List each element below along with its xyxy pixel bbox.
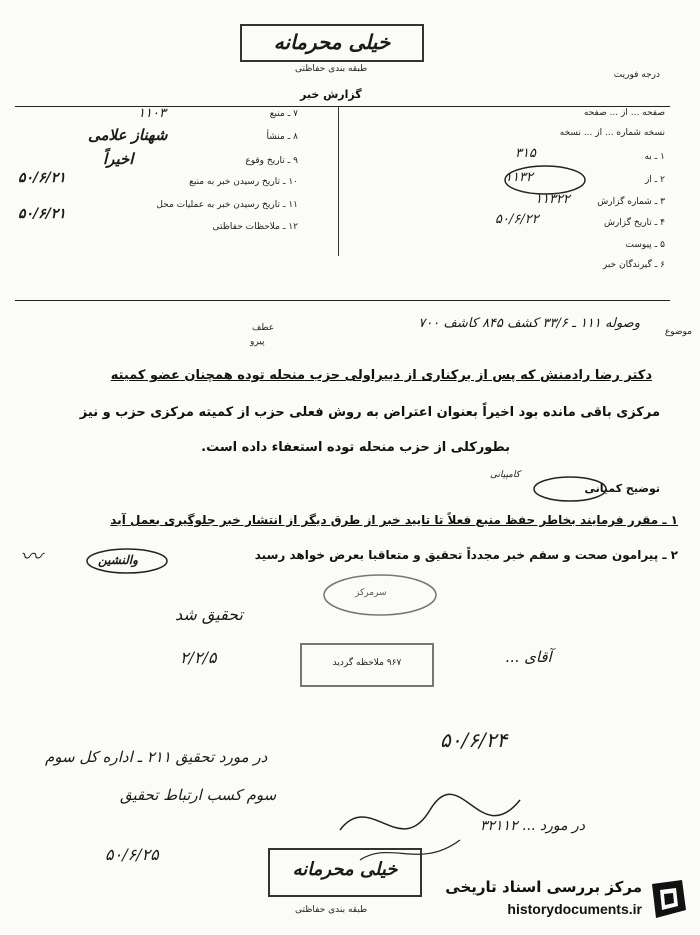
handwritten-date: ۵۰/۶/۲۴ — [440, 728, 508, 752]
left-fields — [18, 104, 318, 254]
classification-stamp — [240, 24, 424, 62]
left-field-value: ۵۰/۶/۲۱ — [18, 170, 66, 186]
right-field-value: ۱۱۳۲ — [505, 170, 533, 185]
bottom-classification-stamp — [268, 848, 422, 897]
received-stamp-text: ۹۶۷ ملاحظه گردید — [332, 658, 402, 668]
received-stamp — [300, 643, 434, 687]
left-field-value: شهناز علامی — [88, 126, 168, 144]
handwritten-note: آقای ... — [505, 648, 552, 666]
right-field-value: ۳۱۵ — [515, 146, 536, 161]
right-field-label: ۱ ـ به — [644, 152, 665, 162]
report-body-line: دکتر رضا رادمنش که پس از برکناری از دبیراولی حزب منحله توده همچنان عضو کمیته — [110, 368, 652, 383]
handwritten-note: ۲/۲/۵ — [180, 648, 217, 667]
handwritten-line: سوم کسب ارتباط تحقیق — [120, 786, 277, 804]
form-title: گزارش خبر — [300, 88, 362, 101]
divider-mid — [15, 300, 670, 301]
report-body-line: بطورکلی از حزب منحله توده استعفاء داده است. — [201, 440, 510, 455]
left-field-label: ۱۲ ـ ملاحظات حفاظتی — [212, 222, 298, 232]
attached-label: عطف — [252, 323, 275, 333]
classification-caption: طبقه بندی حفاظتی — [295, 64, 368, 74]
bottom-stamp-text: خیلی محرمانه — [292, 859, 398, 880]
explanation-label: توضیح کمیانی — [584, 482, 660, 495]
right-field-label: صفحه ... از ... صفحه — [583, 108, 665, 118]
priority-label: درجه فوریت — [613, 70, 660, 80]
right-field-label: ۵ ـ پیوست — [625, 240, 665, 250]
right-field-label: ۲ ـ از — [644, 175, 665, 185]
signature-tag: والنشین — [98, 553, 138, 567]
explanation-note: کامپیانی — [490, 470, 521, 480]
watermark-url: historydocuments.ir — [507, 901, 642, 917]
point-line: ۲ ـ پیرامون صحت و سقم خبر مجدداً تحقیق و متعاقبا بعرض خواهد رسید — [254, 548, 678, 562]
handwritten-line: در مورد تحقیق ۲۱۱ ـ اداره کل سوم — [45, 748, 268, 766]
left-field-label: ۸ ـ منشأ — [266, 132, 298, 142]
handwritten-note: تحقیق شد — [175, 605, 243, 624]
left-field-value: ۵۰/۶/۲۱ — [18, 206, 66, 222]
followup-label: پیرو — [250, 337, 265, 347]
watermark-logo-icon — [646, 876, 690, 922]
bottom-caption: طبقه بندی حفاظتی — [295, 905, 368, 915]
right-field-label: ۴ ـ تاریخ گزارش — [603, 218, 665, 228]
right-field-label: ۶ ـ گیرندگان خبر — [602, 260, 665, 270]
right-field-value: ۵۰/۶/۲۲ — [495, 212, 539, 227]
report-body-line: مرکزی باقی مانده بود اخیراً بعنوان اعتراض به روش فعلی حزب از کمیته مرکزی حزب و نیز — [79, 405, 660, 420]
left-field-label: ۷ ـ منبع — [269, 109, 298, 119]
signature-scribble: 〰 — [20, 545, 43, 570]
column-divider — [338, 106, 339, 256]
subject-reference: وصوله ۱۱۱ ـ ۳۳/۶ کشف ۸۴۵ کاشف ۷۰۰ — [418, 316, 640, 331]
left-field-value: اخیراً — [103, 150, 134, 168]
right-field-label: نسخه شماره ... از ... نسخه — [559, 128, 665, 138]
left-field-label: ۱۰ ـ تاریخ رسیدن خبر به منبع — [189, 177, 298, 187]
left-field-label: ۱۱ ـ تاریخ رسیدن خبر به عملیات محل — [156, 200, 298, 210]
explanation-ellipse — [530, 474, 610, 504]
point-line: ۱ ـ مقرر فرمایند بخاطر حفظ منبع فعلاً تا تایید خبر از طرق دیگر از انتشار خبر جلوگیری بعمل آید — [110, 513, 678, 527]
handwritten-date: ۵۰/۶/۲۵ — [105, 845, 159, 864]
subject-label: موضوع — [664, 327, 692, 337]
handwritten-circle — [500, 160, 590, 200]
left-field-value: ۱۱۰۳ — [138, 106, 166, 121]
right-field-value: ۱۱۳۲۲ — [535, 192, 570, 207]
watermark — [400, 872, 690, 927]
classification-stamp-text: خیلی محرمانه — [273, 30, 391, 54]
watermark-title: مرکز بررسی اسناد تاریخی — [445, 878, 642, 896]
left-field-label: ۹ ـ تاریخ وقوع — [245, 156, 298, 166]
right-field-label: ۳ ـ شماره گزارش — [597, 197, 665, 207]
round-stamp-text: سرمرکز — [355, 588, 387, 598]
handwritten-line: در مورد ... ۳۲۱۱۲ — [480, 818, 586, 834]
